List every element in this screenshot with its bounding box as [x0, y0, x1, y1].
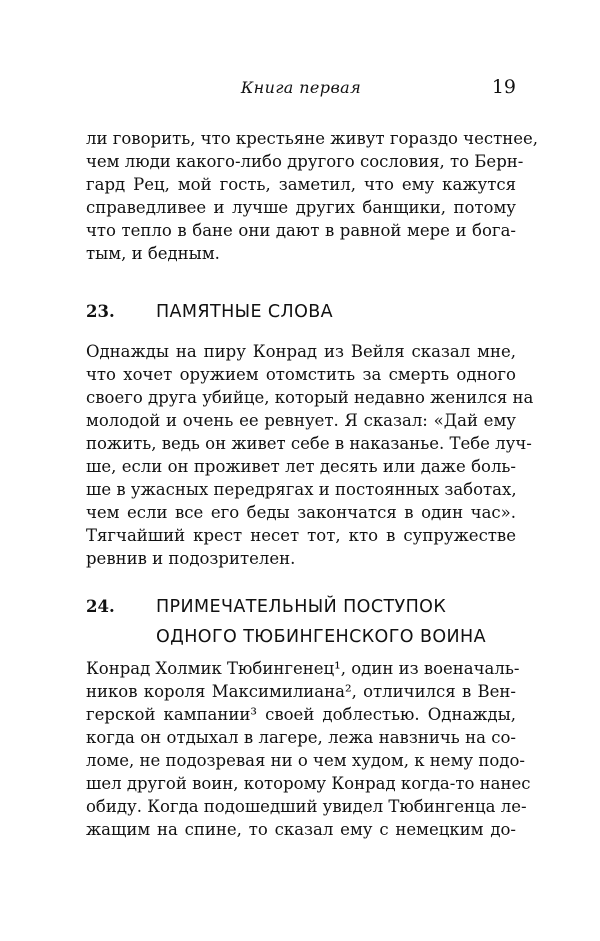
intro-line: справедливее и лучше других банщики, потому: [86, 198, 516, 217]
section-24-heading: [86, 597, 516, 655]
section-23-line: ревнив и подозрителен.: [86, 549, 296, 568]
page-number: 19: [491, 76, 516, 98]
section-23-line: ше, если он проживет лет десять или даже боль-: [86, 457, 516, 476]
running-head: [86, 78, 516, 102]
section-23-line: Тягчайший крест несет тот, кто в супружестве: [86, 526, 516, 545]
section-24-line: ломе, не подозревая ни о чем худом, к нему подо-: [86, 751, 525, 770]
section-24-number: 24.: [86, 597, 115, 616]
section-23-line: Однажды на пиру Конрад из Вейля сказал мне,: [86, 342, 516, 361]
section-23-title: ПАМЯТНЫЕ СЛОВА: [156, 302, 334, 322]
running-title: Книга первая: [240, 78, 362, 97]
section-23-number: 23.: [86, 302, 115, 321]
section-24-line: ников короля Максимилиана², отличился в Вен-: [86, 682, 516, 701]
intro-line: что тепло в бане они дают в равной мере и бога-: [86, 221, 516, 240]
section-24-line: обиду. Когда подошедший увидел Тюбингенца ле-: [86, 797, 527, 816]
intro-line: ли говорить, что крестьяне живут гораздо честнее,: [86, 129, 538, 148]
section-23-line: что хочет оружием отомстить за смерть одного: [86, 365, 516, 384]
section-24-title-line-2: ОДНОГО ТЮБИНГЕНСКОГО ВОИНА: [156, 627, 486, 647]
intro-line: чем люди какого-либо другого сословия, то Берн-: [86, 152, 524, 171]
section-23-line: своего друга убийце, который недавно женился на: [86, 388, 534, 407]
section-24-line: Конрад Холмик Тюбингенец¹, один из военачаль-: [86, 659, 520, 678]
section-23-line: пожить, ведь он живет себе в наказанье. Тебе луч-: [86, 434, 532, 453]
section-24-line: шел другой воин, которому Конрад когда-то нанес: [86, 774, 531, 793]
intro-line: гард Рец, мой гость, заметил, что ему кажутся: [86, 175, 516, 194]
section-24-title-line-1: ПРИМЕЧАТЕЛЬНЫЙ ПОСТУПОК: [156, 597, 447, 617]
section-23-line: молодой и очень ее ревнует. Я сказал: «Дай ему: [86, 411, 516, 430]
intro-line: тым, и бедным.: [86, 244, 220, 263]
section-24-line: жащим на спине, то сказал ему с немецким до-: [86, 820, 516, 839]
section-23-heading: [86, 302, 516, 330]
section-24-line: герской кампании³ своей доблестью. Однажды,: [86, 705, 516, 724]
section-23-line: ше в ужасных передрягах и постоянных заботах,: [86, 480, 517, 499]
section-23-line: чем если все его беды закончатся в один час».: [86, 503, 516, 522]
section-24-line: когда он отдыхал в лагере, лежа навзничь на со-: [86, 728, 516, 747]
